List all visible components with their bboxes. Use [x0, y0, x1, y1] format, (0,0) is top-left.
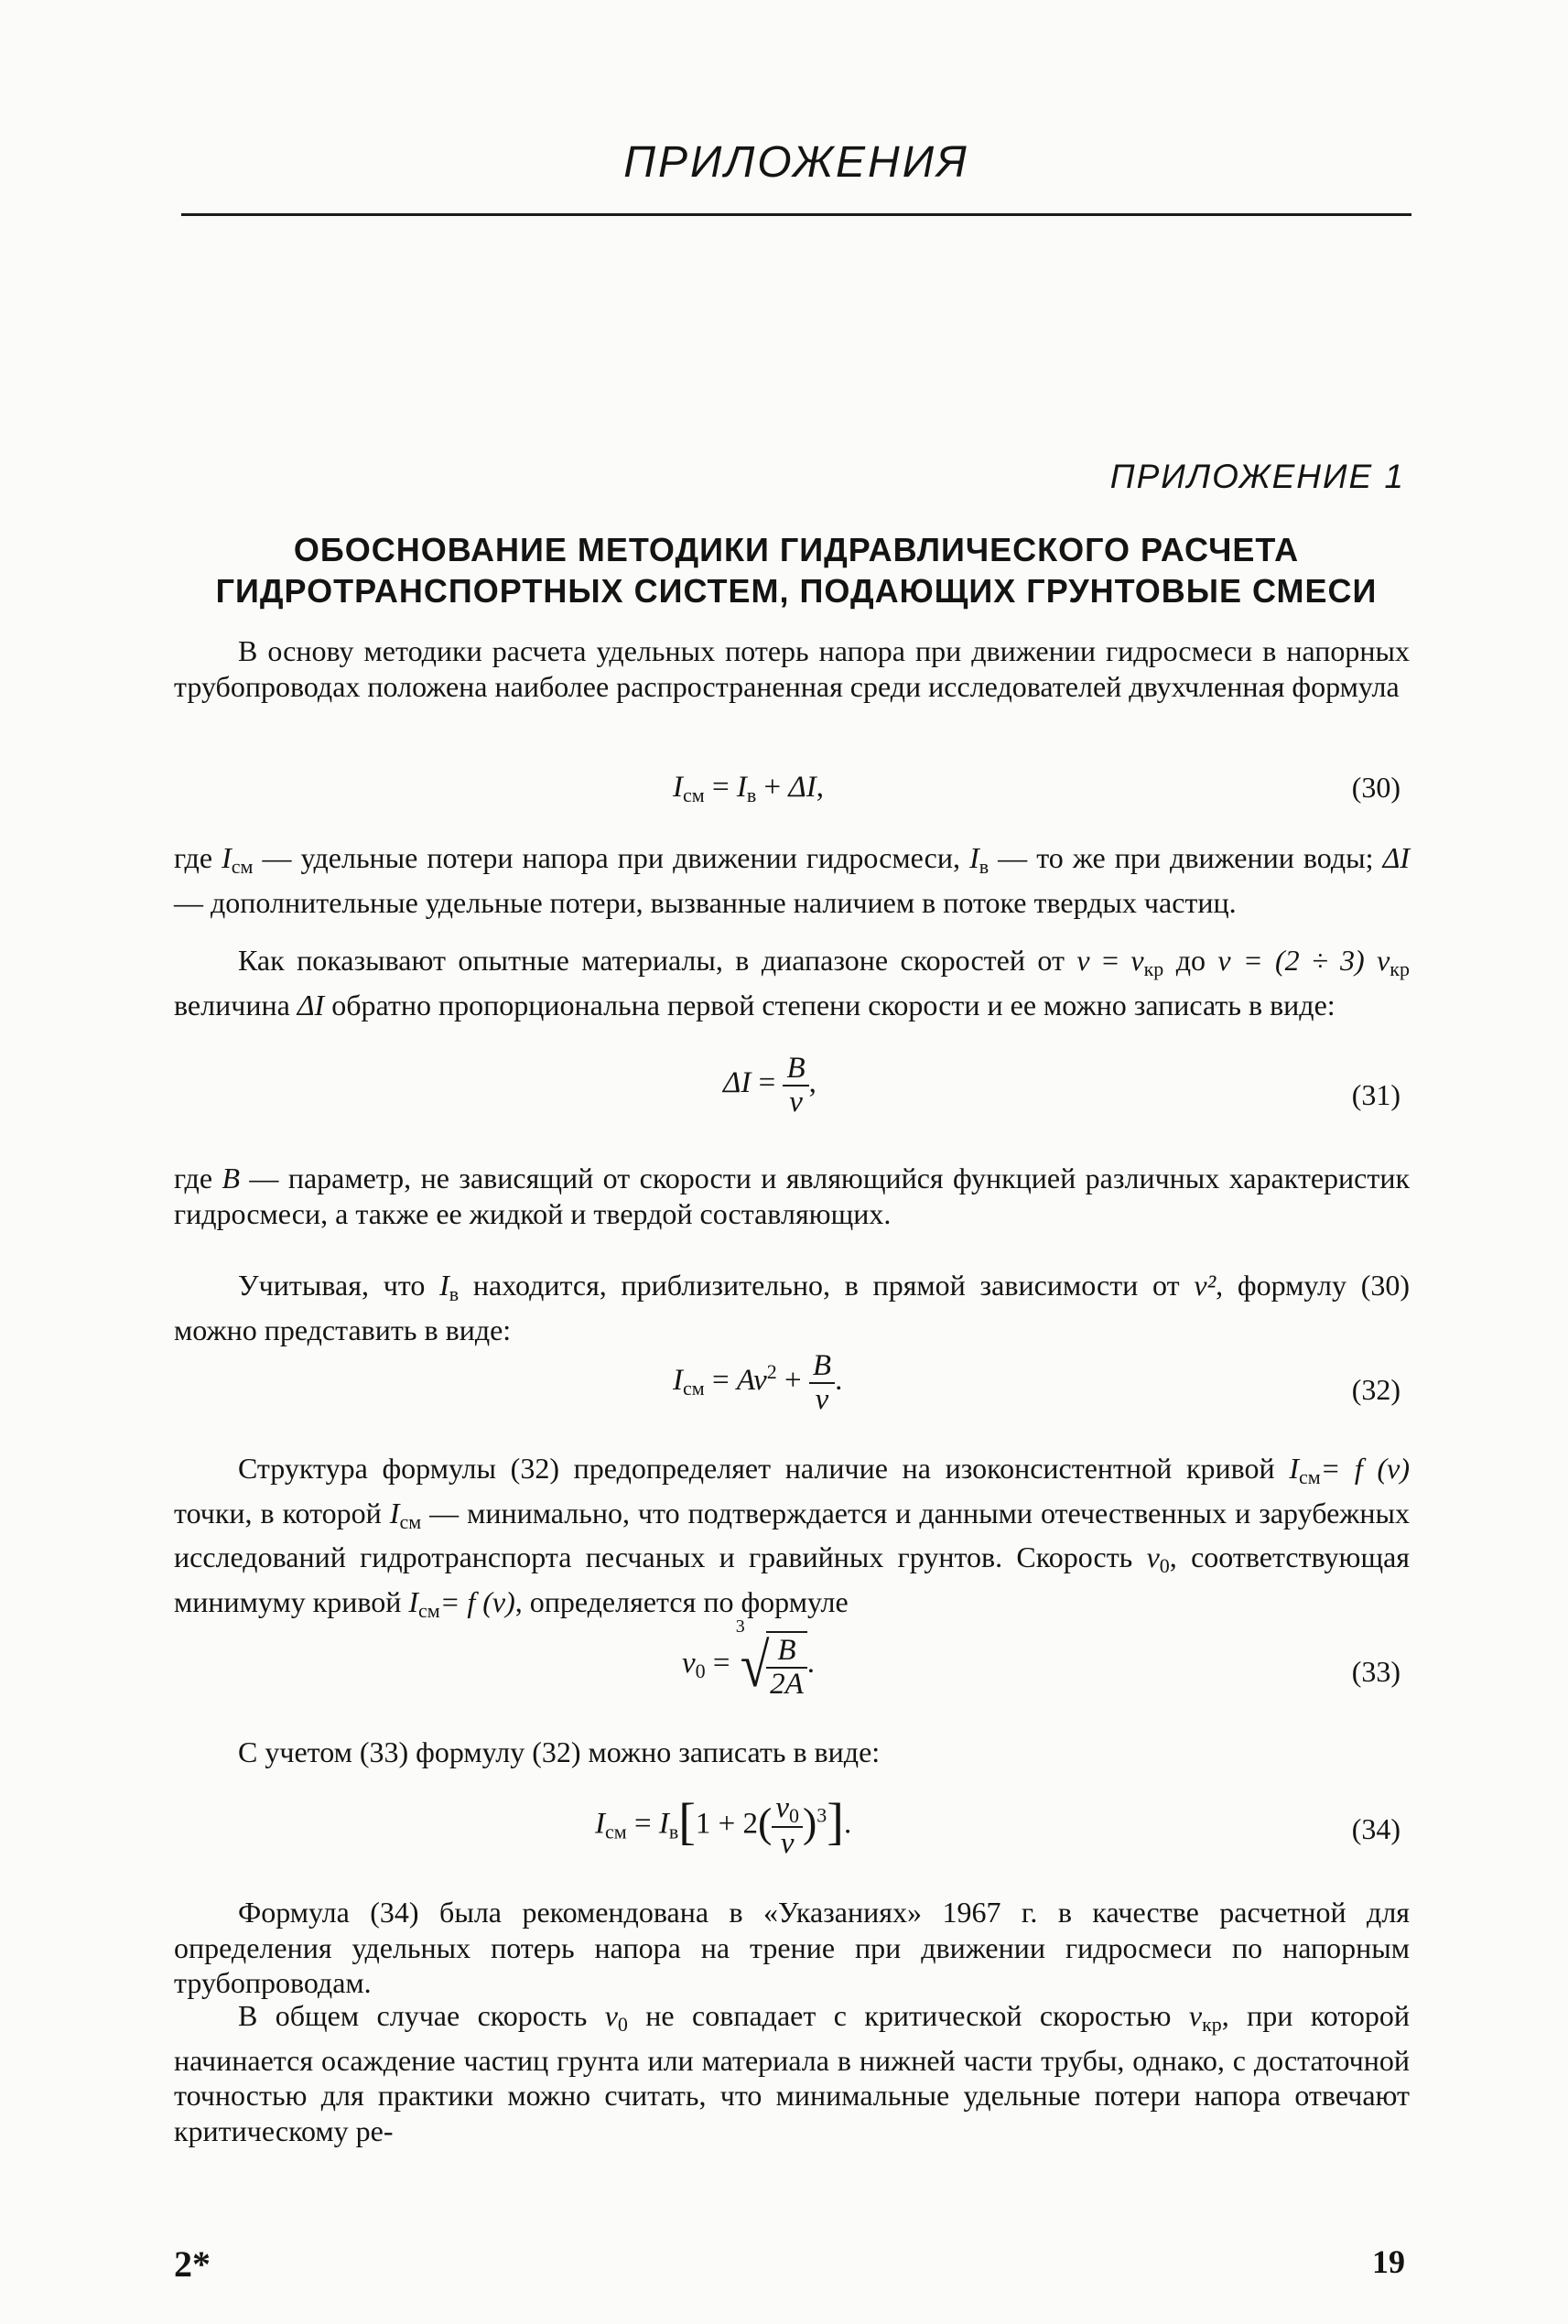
equation-32	[673, 1350, 842, 1415]
subscript-v: в	[746, 784, 757, 806]
fraction-b-over-2a	[766, 1635, 807, 1700]
paragraph-structure	[174, 1451, 1410, 1628]
radical-sign: √	[740, 1630, 770, 1700]
symbol-delta-i: ΔI	[1382, 841, 1411, 874]
equation-number-34: (34)	[1351, 1812, 1400, 1845]
comma: ,	[808, 1066, 816, 1100]
subscript-v: в	[668, 1820, 679, 1843]
right-bracket: ]	[827, 1793, 844, 1851]
text-run: обратно пропорциональна первой степени скорости и ее можно записать в виде:	[324, 988, 1336, 1021]
symbol-i: I	[1289, 1452, 1299, 1485]
symbol-i: I	[658, 1807, 669, 1841]
subscript-sm: см	[418, 1598, 440, 1622]
equation-number-30: (30)	[1351, 771, 1400, 804]
plus-sign: +	[763, 771, 782, 804]
fraction-v0-over-v	[772, 1792, 803, 1860]
equation-number-31: (31)	[1351, 1078, 1400, 1111]
subscript-sm: см	[605, 1820, 627, 1843]
paragraph-intro: В основу методики расчета удельных потерь напора при движении гидросмеси в напорных трубопроводах положена наиболее распространенная среди исследователей двухчленная формула	[174, 634, 1410, 703]
symbol-i: I	[969, 841, 979, 874]
text-run: находится, приблизительно, в прямой зависимости от	[459, 1269, 1195, 1302]
text-run: , при которой начинается осаждение частиц грунта или материала в нижней части трубы, однако, с достаточной точностью для практики можно считать, что минимальные удельные потери напора отвечают критическому ре-	[174, 1999, 1410, 2147]
symbol-v: v	[1188, 1999, 1203, 2032]
symbol-v: v	[682, 1647, 696, 1681]
equals-sign: =	[711, 771, 730, 804]
subscript-sm: см	[683, 784, 705, 806]
text-run: величина	[174, 988, 297, 1021]
subscript-sm: см	[683, 1377, 705, 1400]
symbol-i: I	[408, 1584, 419, 1618]
subscript-kr: кр	[1202, 2013, 1222, 2036]
subscript-0: 0	[788, 1804, 799, 1827]
equation-number-32: (32)	[1351, 1373, 1400, 1406]
section-title-line-2: ГИДРОТРАНСПОРТНЫХ СИСТЕМ, ПОДАЮЩИХ ГРУНТОВЫЕ СМЕСИ	[215, 572, 1378, 610]
subscript-sm: см	[1298, 1465, 1321, 1488]
paragraph-proportionality	[174, 1268, 1410, 1347]
equals-sign: =	[633, 1807, 652, 1841]
period: .	[843, 1807, 852, 1841]
symbol-i: I	[673, 771, 683, 804]
subscript-sm: см	[399, 1509, 422, 1533]
symbol-i: I	[736, 771, 747, 804]
subscript-0: 0	[695, 1659, 706, 1683]
text-run: Структура формулы (32) предопределяет наличие на изоконсистентной кривой	[238, 1452, 1290, 1485]
symbol-i: I	[595, 1807, 605, 1841]
period: .	[835, 1364, 843, 1398]
page-number: 19	[1372, 2243, 1405, 2280]
symbol-i: I	[389, 1496, 400, 1530]
cube-root	[735, 1616, 807, 1702]
equation-number-33: (33)	[1351, 1655, 1400, 1688]
symbol-i: I	[673, 1364, 683, 1398]
function-f-of-v: = f (v)	[1320, 1452, 1410, 1485]
text-run: , формулу (30) можно представить в виде:	[174, 1269, 1411, 1346]
equation-30	[673, 771, 824, 807]
subscript-0: 0	[1159, 1554, 1170, 1577]
equals-sign: =	[758, 1066, 776, 1100]
symbol-v: v	[775, 1791, 789, 1824]
subscript-0: 0	[617, 2013, 628, 2036]
equals-sign: =	[711, 1364, 730, 1398]
text-run: — минимально, что подтверждается и данными отечественных и зарубежных исследований гидротранспорта песчаных и гравийных грунтов. Скорость	[174, 1496, 1411, 1573]
text-run: — дополнительные удельные потери, вызванные наличием в потоке твердых частиц.	[174, 885, 1237, 919]
fraction-b-over-v	[809, 1350, 835, 1415]
one-plus-two: 1 + 2	[695, 1807, 758, 1841]
symbol-delta-i: ΔI	[723, 1066, 752, 1100]
radicand	[766, 1631, 807, 1700]
header-rule	[181, 213, 1411, 216]
text-run: В общем случае скорость	[238, 1999, 605, 2032]
symbol-v: v	[1076, 944, 1090, 977]
left-paren: (	[757, 1799, 773, 1846]
symbol-v: v	[1146, 1540, 1160, 1573]
period: .	[806, 1647, 816, 1681]
subscript-v: в	[979, 855, 989, 878]
text-run: — то же при движении воды;	[989, 841, 1383, 874]
paragraph-critical-velocity	[174, 1998, 1410, 2148]
right-paren: )	[802, 1799, 817, 1846]
denominator: v	[772, 1826, 803, 1860]
plus-sign: +	[784, 1364, 802, 1398]
subscript-kr: кр	[1143, 957, 1164, 980]
running-header: ПРИЛОЖЕНИЯ	[623, 138, 969, 187]
text-run: — удельные потери напора при движении гидросмеси,	[253, 841, 970, 874]
symbol-delta-i: ΔI	[297, 988, 325, 1021]
text-run: точки, в которой	[174, 1496, 390, 1530]
root-index: 3	[735, 1616, 745, 1637]
numerator	[772, 1792, 803, 1826]
symbol-i: I	[439, 1269, 449, 1302]
symbol-v: v	[604, 1999, 618, 2032]
equals-sign: =	[712, 1647, 730, 1681]
exponent-two: 2	[766, 1360, 777, 1384]
equation-34	[595, 1792, 851, 1860]
paragraph-definitions	[174, 840, 1410, 920]
text-run: где	[174, 1162, 222, 1194]
numerator: B	[777, 1633, 796, 1667]
symbol-i: I	[222, 841, 232, 874]
text-run: Как показывают опытные материалы, в диапазоне скоростей от	[238, 944, 1077, 977]
text-run: , соответствующая минимуму кривой	[174, 1540, 1411, 1618]
symbol-delta-i: ΔI	[788, 771, 816, 804]
denominator: 2A	[766, 1667, 807, 1701]
text-run: , определяется по формуле	[514, 1584, 849, 1618]
numerator: B	[786, 1052, 806, 1085]
section-title-line-1: ОБОСНОВАНИЕ МЕТОДИКИ ГИДРАВЛИЧЕСКОГО РАСЧЕТА	[293, 531, 1300, 568]
subscript-sm: см	[231, 855, 254, 878]
equation-31	[723, 1053, 816, 1118]
symbol-v: v	[1130, 944, 1144, 977]
text-run: — параметр, не зависящий от скорости и являющийся функцией различных характеристик гидросмеси, а также ее жидкой и твердой составляющих.	[174, 1162, 1411, 1230]
text-run: не совпадает с критической скоростью	[627, 1999, 1189, 2032]
symbol-b: B	[222, 1162, 240, 1194]
paragraph-parameter-b	[174, 1161, 1410, 1231]
paragraph-rewrite: С учетом (33) формулу (32) можно записать в виде:	[238, 1735, 881, 1768]
denominator: v	[783, 1085, 808, 1119]
velocity-range: v = (2 ÷ 3) v	[1217, 944, 1390, 977]
text-run: до	[1163, 944, 1218, 977]
appendix-label: ПРИЛОЖЕНИЕ 1	[1109, 458, 1405, 495]
numerator: B	[812, 1349, 832, 1382]
equation-33	[682, 1616, 816, 1702]
subscript-v: в	[449, 1282, 460, 1305]
term-av: Av	[736, 1364, 767, 1398]
paragraph-recommendation: Формула (34) была рекомендована в «Указаниях» 1967 г. в качестве расчетной для определения удельных потерь напора на трение при движении гидросмеси по напорным трубопроводам.	[174, 1896, 1410, 1999]
exponent-three: 3	[816, 1803, 827, 1827]
text-run: где	[174, 841, 222, 874]
fraction-b-over-v	[783, 1053, 808, 1118]
signature-mark: 2*	[174, 2243, 211, 2285]
comma: ,	[816, 771, 824, 804]
left-bracket: [	[678, 1793, 696, 1851]
subscript-kr: кр	[1390, 957, 1410, 980]
text-run: Учитывая, что	[238, 1269, 440, 1302]
denominator: v	[809, 1382, 835, 1416]
symbol-v-squared: v²	[1194, 1269, 1217, 1302]
function-f-of-v: = f (v)	[439, 1584, 515, 1618]
paragraph-experimental: Как показывают опытные материалы, в диапазоне скоростей от $v = v_{кр}$ до v = (2 ÷ 3) $v_{кр}$ величина ΔI обратно пропорциональна первой степени скорости и ее можно записать в виде:	[174, 944, 1410, 1021]
